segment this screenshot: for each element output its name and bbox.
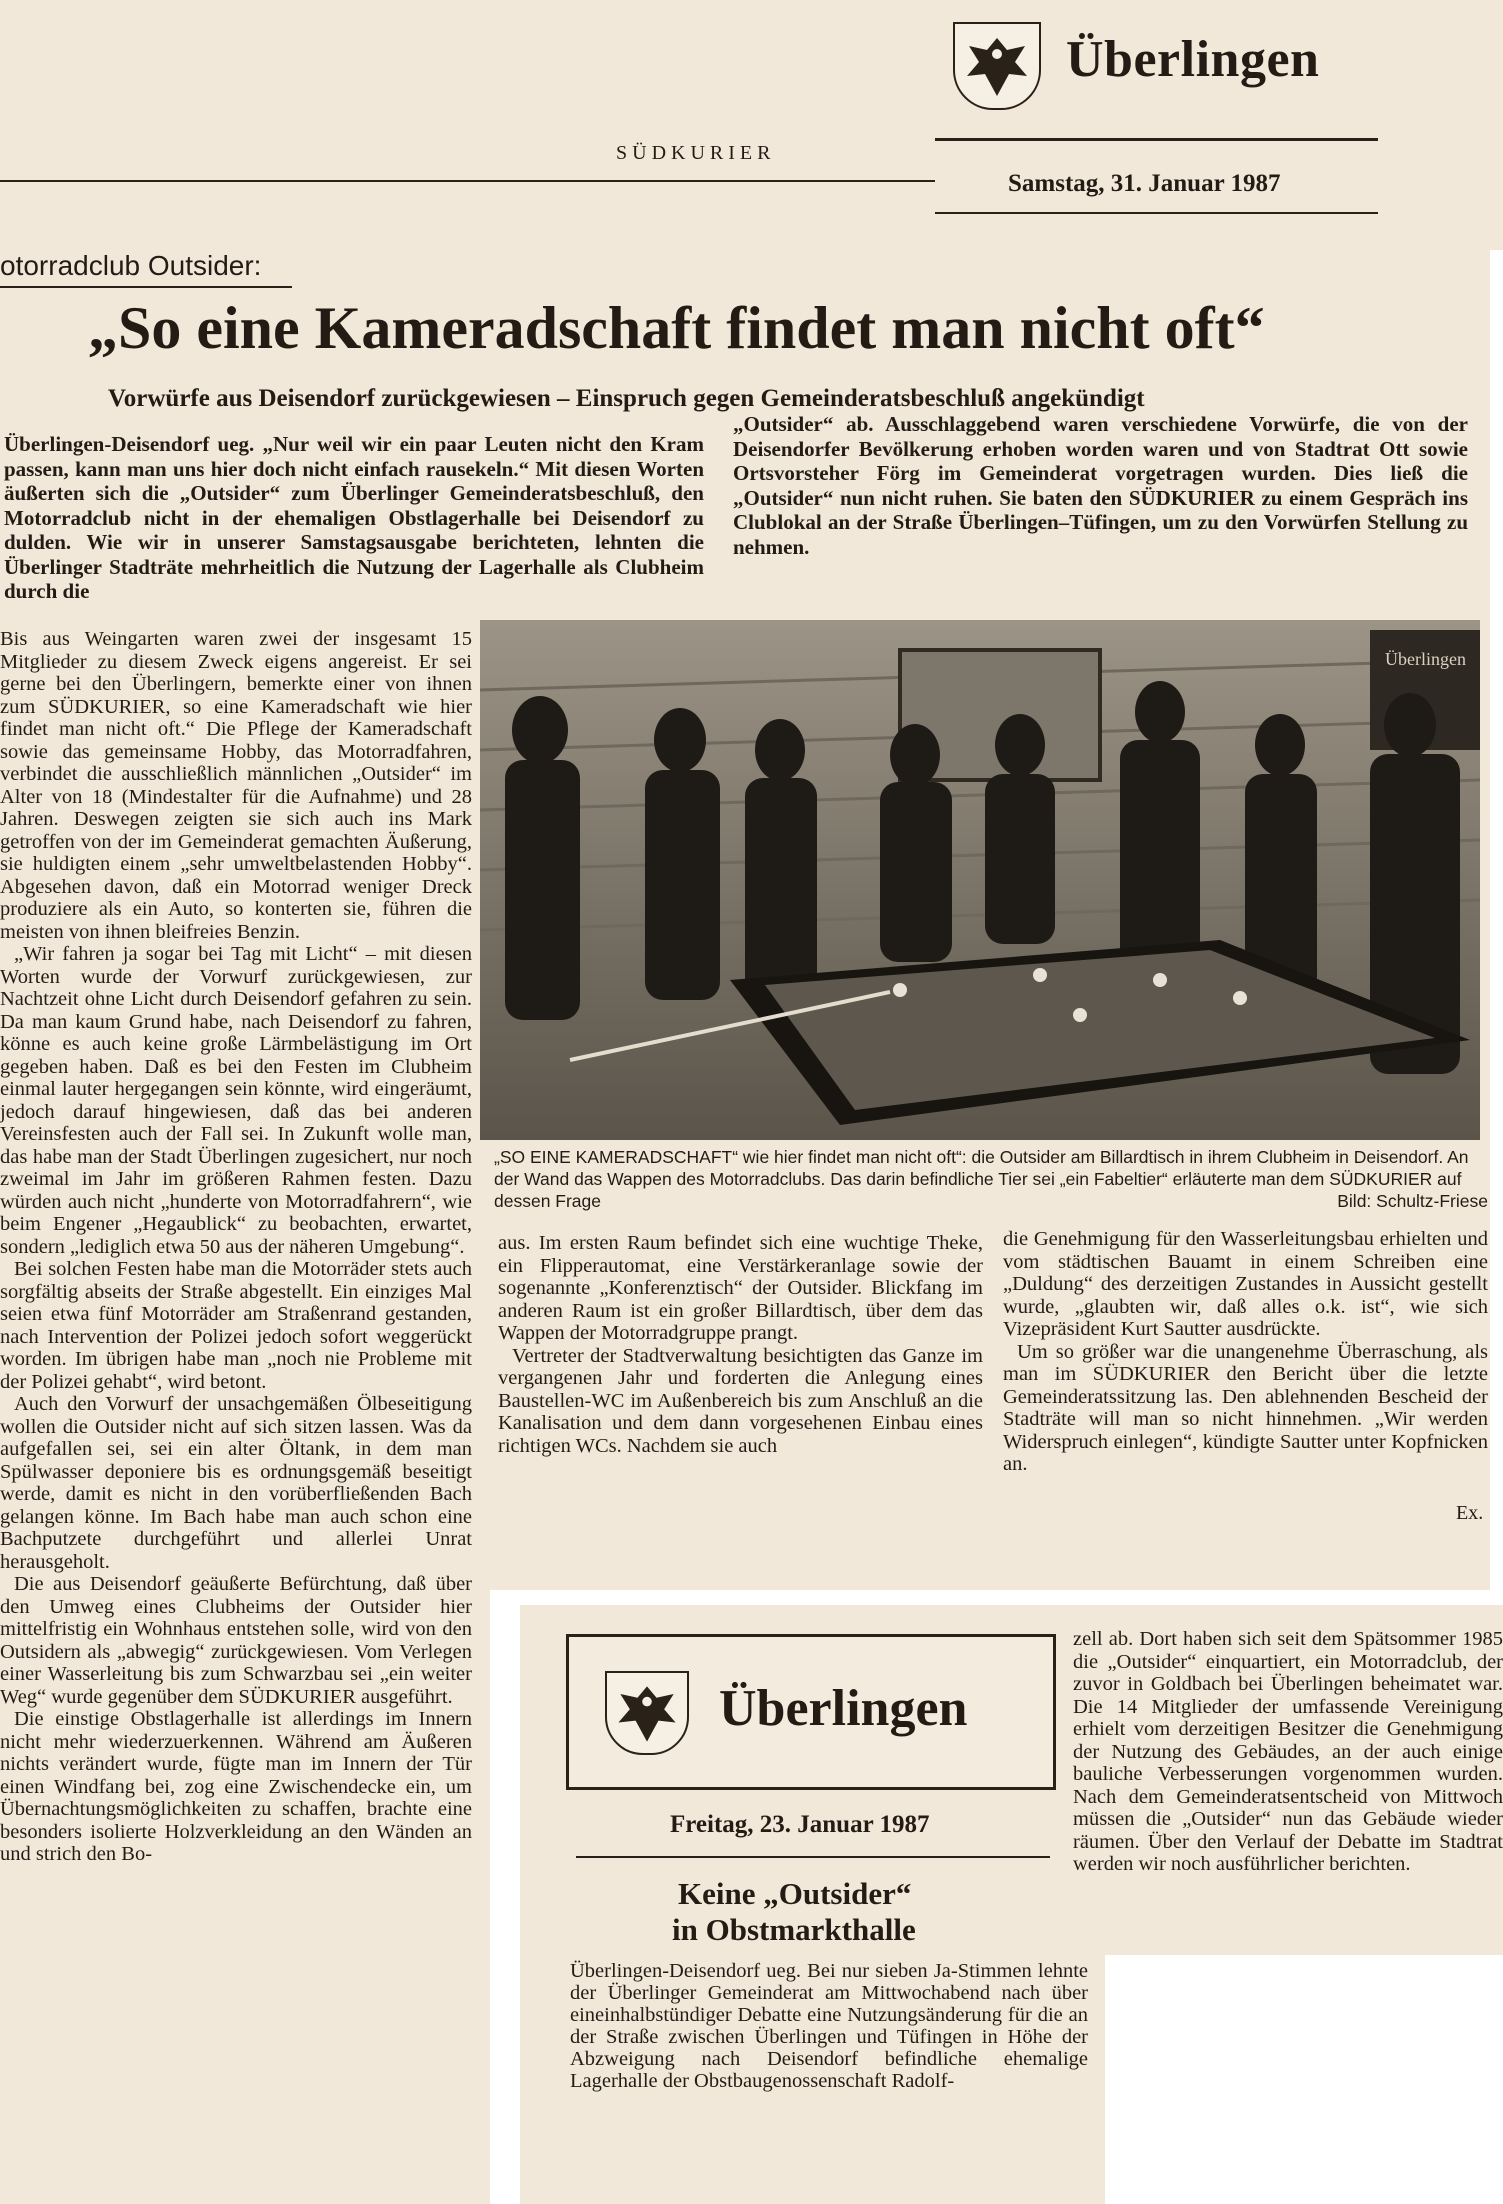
second-masthead-box [566,1634,1056,1790]
paragraph: aus. Im ersten Raum befindet sich eine wuchtige Theke, ein Flipperautomat, eine Verstärkeranlage sowie der sogenannte „Konferenztisch“ der Outsider. Blickfang im anderen Raum ist ein großer Billardtisch, über dem das Wappen der Motorradgruppe prangt. [498,1232,983,1344]
paragraph: „Wir fahren ja sogar bei Tag mit Licht“ – mit diesen Worten wurde der Vorwurf zurückgewiesen, zur Nachtzeit ohne Licht durch Deisendorf gefahren zu sein. Da man kaum Grund habe, nach Deisendorf zu fahren, könne es auch keine große Lärmbelästigung im Ort gegeben haben. Daß es bei den Festen im Clubheim einmal lauter hergegangen sein könnte, wird eingeräumt, jedoch darauf hingewiesen, daß das bei anderen Vereinsfesten auch der Fall sei. In Zukunft wolle man, das habe man der Stadt Überlingen zugesichert, nur noch zweimal im Jahr im größeren Rahmen festen. Dazu würden auch nicht „hunderte von Motorradfahrern“, wie beim Engener „Hegaublick“ zu beobachten, erwartet, sondern „lediglich etwa 50 aus der näheren Umgebung“. [0,943,472,1258]
article-photo [480,620,1480,1140]
article-lead-left: Überlingen-Deisendorf ueg. „Nur weil wir ein paar Leuten nicht den Kram passen, kann man uns hier doch nicht einfach rausekeln.“ Mit diesen Worten äußerten sich die „Outsider“ zum Überlinger Gemeinderatsbeschluß, den Motorradclub nicht in der ehemaligen Obstlagerhalle bei Deisendorf zu dulden. Wie wir in unserer Samstagsausgabe berichteten, lehnten die Überlinger Stadträte mehrheitlich die Nutzung der Lagerhalle als Clubheim durch die [4,432,704,603]
article-lead-right: „Outsider“ ab. Ausschlaggebend waren verschiedene Vorwürfe, die von der Deisendorfer Bevölkerung erhoben worden waren und von Stadtrat Ott sowie Ortsvorsteher Förg im Gemeinderat vorgetragen wurden. Dies ließ die „Outsider“ nun nicht ruhen. Sie baten den SÜDKURIER zu einem Gespräch ins Clublokal an der Straße Überlingen–Tüfingen, um zu den Vorwürfen Stellung zu nehmen. [733,412,1468,559]
photo-credit: Bild: Schultz-Friese [1337,1191,1488,1211]
coat-of-arms-icon [953,22,1041,110]
masthead-date: Samstag, 31. Januar 1987 [1008,170,1281,197]
second-body: Überlingen-Deisendorf ueg. Bei nur sieben Ja-Stimmen lehnte der Überlinger Gemeinderat am Mittwochabend nach über eineinhalbstündiger Debatte eine Nutzungsänderung für die an der Straße zwischen Überlingen und Tüfingen in Höhe der Abzweigung nach Deisendorf befindliche ehemalige Lagerhalle der Obstbaugenossenschaft Radolf- [570,1960,1088,2092]
billiard-photo [480,620,1480,1140]
article-subheadline: Vorwürfe aus Deisendorf zurückgewiesen – Einspruch gegen Gemeinderatsbeschluß angekündigt [108,385,1145,412]
paragraph: die Genehmigung für den Wasserleitungsbau erhielten und vom städtischen Bauamt in einem Schreiben eine „Duldung“ des derzeitigen Zustandes in Aussicht gestellt wurde, „glaubten wir, daß alles o.k. ist“, wie sich Vizepräsident Kurt Sautter ausdrückte. [1003,1228,1488,1340]
masthead-date-rule [935,212,1378,214]
photo-sign-text: Überlingen [1385,649,1466,669]
masthead-rule [935,138,1378,141]
second-date: Freitag, 23. Januar 1987 [670,1811,930,1838]
paragraph: Bis aus Weingarten waren zwei der insgesamt 15 Mitglieder zu diesem Zweck eigens angereist. Er sei gerne bei den Überlingern, bemerkte einer von ihnen zum SÜDKURIER, so eine Kameradschaft wie hier findet man nicht oft.“ Die Pflege der Kameradschaft sowie das gemeinsame Hobby, das Motorradfahren, verbindet die ausschließlich männlichen „Outsider“ im Alter von 18 (Mindestalter für die Aufnahme) und 28 Jahren. Deswegen zeigten sie sich auch ins Mark getroffen von der im Gemeinderat gemachten Äußerung, sie huldigten einem „sehr umweltbelastenden Hobby“. Abgesehen davon, daß ein Motorrad weniger Dreck produziere als ein Auto, so konterten sie, führen die meisten von ihnen bleifreies Benzin. [0,628,472,943]
photo-caption [494,1146,1488,1212]
eagle-icon [607,1673,687,1753]
second-masthead-city: Überlingen [719,1680,968,1737]
coat-of-arms-icon [605,1671,689,1755]
paragraph: Die aus Deisendorf geäußerte Befürchtung, daß über den Umweg eines Clubheims der Outsider hier mittelfristig ein Wohnhaus entstehen solle, wird von den Outsidern als „abwegig“ zurückgewiesen. Vom Verlegen einer Wasserleitung bis zum Schwarzbau sei „ein weiter Weg“ wurde gegenüber dem SÜDKURIER ausgeführt. [0,1573,472,1708]
paragraph: Bei solchen Festen habe man die Motorräder stets auch sorgfältig abseits der Straße abgestellt. Ein einziges Mal seien etwa fünf Motorräder am Straßenrand gestanden, nach Intervention der Polizei jedoch sofort weggerückt worden. Im übrigen habe man „noch nie Probleme mit der Polizei gehabt“, wird betont. [0,1258,472,1393]
masthead-paper-name: SÜDKURIER [616,142,776,164]
eagle-icon [955,24,1039,108]
article-left-column [0,628,472,1866]
photo-caption-text: „SO EINE KAMERADSCHAFT“ wie hier findet man nicht oft“: die Outsider am Billardtisch in ihrem Clubheim in Deisendorf. An der Wand das Wappen des Motorradclubs. Das darin befindliche Tier sei „ein Fabeltier“ erläuterte man dem SÜDKURIER auf dessen Frage [494,1147,1469,1211]
paragraph: Vertreter der Stadtverwaltung besichtigten das Ganze im vergangenen Jahr und forderten die Anlegung eines Baustellen-WC im Außenbereich bis zum Anschluß an die Kanalisation und dem dann vorgesehenen Einbau eines richtigen WCs. Nachdem sie auch [498,1344,983,1457]
masthead-city: Überlingen [1066,31,1320,88]
masthead-rule-left [0,180,935,182]
author-sign: Ex. [1456,1502,1484,1524]
second-headline-1: Keine „Outsider“ [678,1876,912,1911]
second-date-rule [576,1856,1050,1858]
article-kicker: otorradclub Outsider: [0,250,262,281]
second-headline-2: in Obstmarkthalle [672,1912,916,1947]
kicker-underline [0,286,292,288]
paragraph: Auch den Vorwurf der unsachgemäßen Ölbeseitigung wollen die Outsider nicht auf sich sitzen lassen. Was da aufgefallen sei, sei ein alter Öltank, in dem man Spülwasser deponiere bis es ordnungsgemäß beseitigt werde, damit es nicht in den vorüberfließenden Bach gelangen könne. Im Bach habe man auch schon eine Bachputzete durchgeführt und allerlei Unrat herausgeholt. [0,1393,472,1573]
paragraph: Die einstige Obstlagerhalle ist allerdings im Innern nicht mehr wiederzuerkennen. Während am Äußeren nichts verändert wurde, fügte man im Innern der Tür einen Windfang bei, zog eine Zwischendecke ein, um Übernachtungsmöglichkeiten zu schaffen, brachte eine besonders isolierte Holzverkleidung an den Wänden an und strich den Bo- [0,1708,472,1865]
article-headline: „So eine Kameradschaft findet man nicht oft“ [88,295,1265,361]
article-right-column [1003,1228,1488,1476]
article-mid-column [498,1232,983,1457]
paragraph: Um so größer war die unangenehme Überraschung, als man im SÜDKURIER den Bericht über die letzte Gemeinderatssitzung las. Den ablehnenden Bescheid der Stadträte will man so nicht hinnehmen. „Wir werden Widerspruch einlegen“, kündigte Sautter unter Kopfnicken an. [1003,1340,1488,1475]
second-side-column: zell ab. Dort haben sich seit dem Spätsommer 1985 die „Outsider“ einquartiert, ein Motorradclub, der zuvor in Goldbach bei Überlingen beheimatet war. Die 14 Mitglieder der umfassende Vereinigung erhielt vom derzeitigen Besitzer die Genehmigung der Nutzung des Gebäudes, an der auch einige bauliche Verbesserungen vorgenommen wurden. Nach dem Gemeinderatsentscheid von Mittwoch müssen die „Outsider“ nun das Gebäude wieder räumen. Über den Verlauf der Debatte im Stadtrat werden wir noch ausführlicher berichten. [1073,1628,1503,1875]
